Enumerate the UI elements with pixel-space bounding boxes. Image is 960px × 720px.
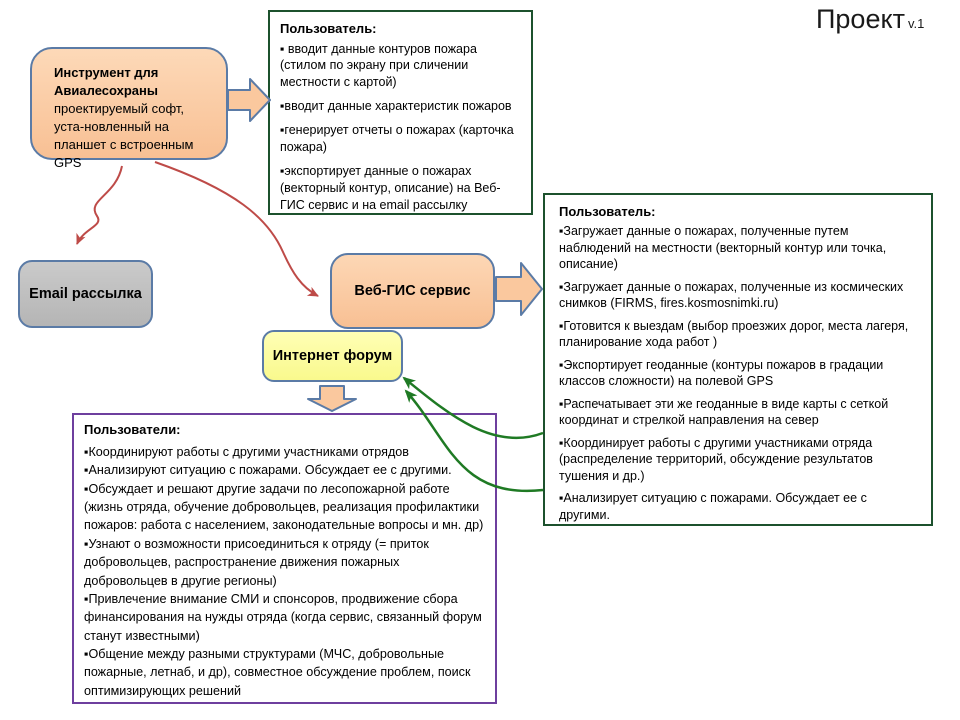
block-arrow-webgis-to-user	[496, 263, 542, 315]
bullet-item: ▪Распечатывает эти же геоданные в виде карты с сеткой координат и стрелкой направления на север	[559, 396, 889, 428]
bullet-item: ▪Загружает данные о пожарах, полученные из космических снимков (FIRMS, fires.kosmosnimki.ru)	[559, 279, 904, 311]
bullet-item: ▪Общение между разными структурами (МЧС, добровольные пожарные, летнаб, и др), совместное обсуждение проблем, поиск оптимизирующих решений	[84, 647, 471, 698]
red-arrow-tool-to-email	[77, 166, 122, 244]
panel-tablet-user	[268, 10, 533, 215]
panel-title: Пользователь:	[280, 21, 377, 36]
slide-version: v.1	[907, 16, 925, 31]
slide-title	[816, 4, 924, 35]
bullet-item: ▪Анализирует ситуацию с пожарами. Обсуждает ее с другими.	[559, 491, 867, 522]
bullet-item: ▪Экспортирует геоданные (контуры пожаров в градации классов сложности) на полевой GPS	[559, 357, 884, 389]
panel-title: Пользователь:	[559, 204, 656, 219]
bullet-item: ▪экспортирует данные о пожарах (векторный контур, описание) на Веб-ГИС сервис и на email рассылку	[280, 163, 501, 212]
block-arrow-forum-to-users	[308, 386, 356, 411]
bullet-item: ▪Узнают о возможности присоединиться к отряду (= приток добровольцев, распространение движения пожарных добровольцев в другие регионы)	[84, 536, 429, 588]
bullet-item: ▪Обсуждает и решают другие задачи по лесопожарной работе (жизнь отряда, обучение добровольцев, реализация профилактики пожаров: работа с населением, законодательные вопросы и мн. др)	[84, 481, 484, 533]
panel-webgis-user	[543, 193, 933, 526]
bullet-item: ▪Координируют работы с другими участниками отрядов	[84, 444, 410, 459]
node-tool-tablet	[30, 47, 228, 170]
bullet-item: ▪Загружает данные о пожарах, полученные путем наблюдений на местности (векторный контур или точка, описание)	[559, 224, 887, 272]
bullet-item: ▪Координирует работы с другими участниками отряда (распределение территорий, обсуждение результатов тушения и др.)	[559, 435, 873, 483]
node-email-label: Email рассылка	[29, 286, 142, 302]
bullet-item: ▪Анализируют ситуацию с пожарами. Обсуждает ее с другими.	[84, 463, 452, 478]
node-webgis-label: Веб-ГИС сервис	[354, 283, 471, 299]
node-webgis	[330, 253, 495, 329]
block-arrow-tool-to-user	[228, 79, 270, 121]
node-forum	[262, 330, 403, 382]
bullet-item: ▪генерирует отчеты о пожарах (карточка пожара)	[280, 123, 514, 154]
panel-title: Пользователи:	[84, 422, 181, 437]
node-tool-title: Инструмент для Авиалесохраны	[54, 65, 159, 98]
node-forum-label: Интернет форум	[272, 348, 393, 364]
panel-forum-users	[72, 413, 497, 704]
bullet-item: ▪вводит данные характеристик пожаров	[280, 99, 512, 114]
node-tool-body: проектируемый софт, уста-новленный на планшет с встроенным GPS	[54, 100, 194, 170]
bullet-item: ▪Привлечение внимание СМИ и спонсоров, продвижение сбора финансирования на нужды отряда (когда сервис, связанный форум станут известными)	[84, 591, 482, 643]
bullet-item: ▪Готовится к выездам (выбор проезжих дорог, места лагеря, планирование хода работ )	[559, 318, 909, 350]
bullet-item: ▪ вводит данные контуров пожара (стилом по экрану при сличении местности с картой)	[280, 41, 477, 90]
slide-title-text: Проект	[816, 4, 905, 34]
node-email	[18, 260, 153, 328]
